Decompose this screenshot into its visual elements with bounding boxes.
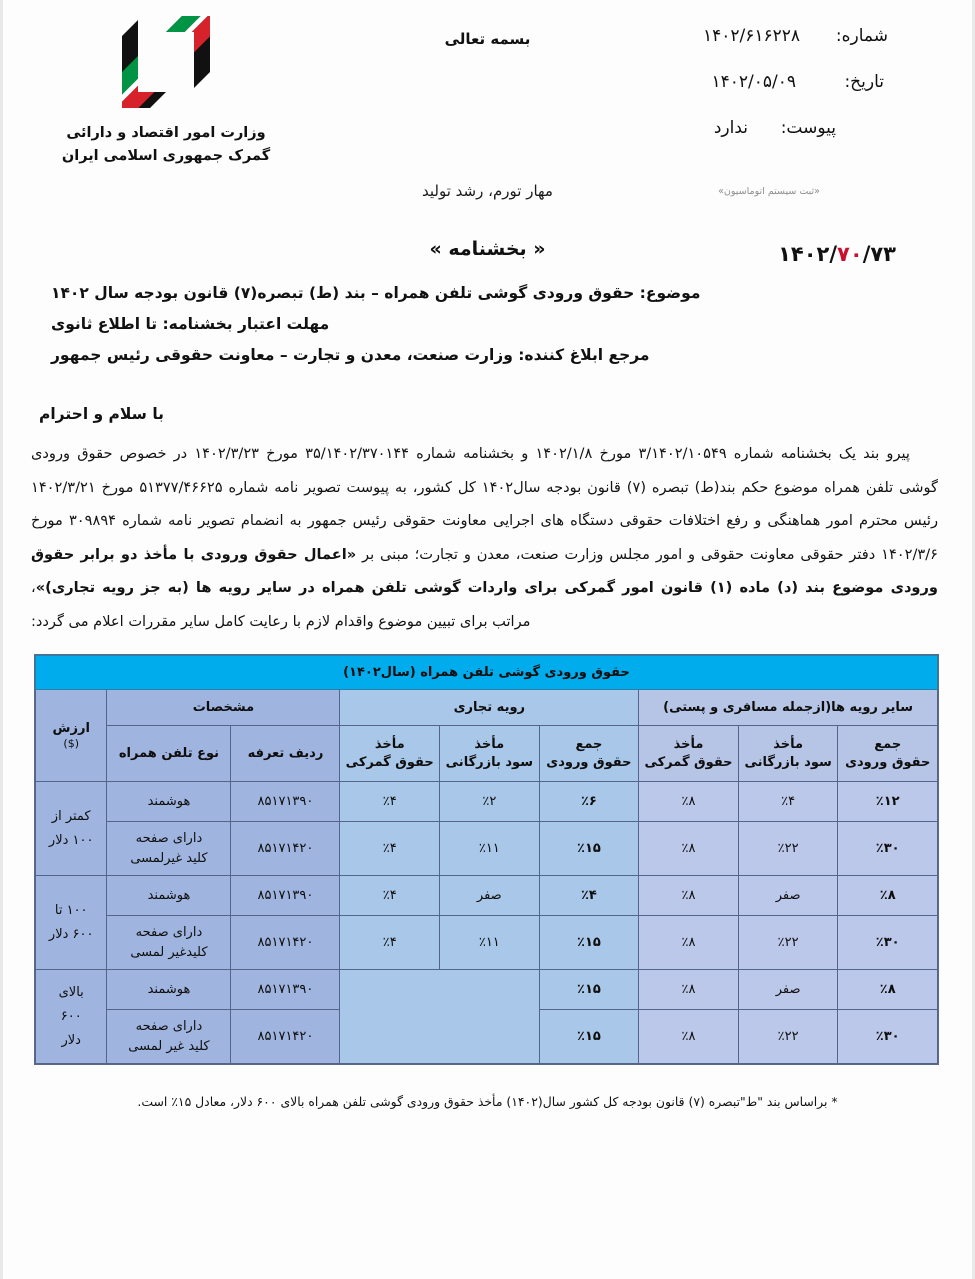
other-total-duty-line1: جمع — [874, 737, 902, 753]
table-footnote: * براساس بند "ط"تبصره (۷) قانون بودجه کل کشور سال(۱۴۰۲) مأخذ حقوق ورودی گوشی تلفن همراه بالای ۶۰۰ دلار، معادل ۱۵٪ است. — [137, 1094, 838, 1110]
table-title: حقوق ورودی گوشی تلفن همراه (سال۱۴۰۲) — [36, 656, 938, 690]
cell-other-customs-duty: ٪۸ — [639, 916, 739, 970]
trade-customs-line2: حقوق گمرکی — [345, 754, 434, 770]
cell-value-range — [36, 782, 107, 876]
cell-other-total-duty: ٪۳۰ — [838, 916, 938, 970]
meta-row-date — [632, 72, 932, 92]
cell-other-commercial-profit: ٪۲۲ — [738, 822, 838, 876]
value-range-line2: ۶۰۰ دلار — [48, 926, 94, 942]
cell-trade-customs-duty: ٪۴ — [340, 916, 440, 970]
organization-block — [31, 8, 301, 169]
cell-trade-commercial-profit: صفر — [440, 876, 540, 916]
phone-type-line2: کلید غیرلمسی — [130, 850, 208, 866]
value-range-line1: بالای — [58, 984, 84, 1000]
cell-other-commercial-profit: صفر — [738, 876, 838, 916]
cell-tariff-code: ۸۵۱۷۱۳۹۰ — [231, 970, 340, 1010]
group-header-trade-procedure: رویه تجاری — [340, 690, 639, 726]
cell-value-range — [36, 876, 107, 970]
column-header-trade-customs-duty — [340, 726, 440, 782]
cell-trade-empty — [340, 970, 539, 1064]
year-slogan: مهار تورم، رشد تولید — [422, 182, 553, 200]
value-range-line3: دلار — [61, 1032, 81, 1048]
column-header-value — [36, 690, 107, 782]
table-title-row — [36, 656, 938, 690]
automation-system-note: «ثبت سیستم اتوماسیون» — [718, 186, 820, 197]
cell-other-customs-duty: ٪۸ — [639, 970, 739, 1010]
cell-other-commercial-profit: صفر — [738, 970, 838, 1010]
cell-other-total-duty: ٪۳۰ — [838, 1010, 938, 1064]
cell-trade-commercial-profit: ٪۱۱ — [440, 916, 540, 970]
column-header-phone-type: نوع تلفن همراه — [107, 726, 231, 782]
greeting-line: با سلام و احترام — [39, 405, 164, 423]
cell-phone-type: هوشمند — [107, 876, 231, 916]
cell-value-range — [36, 970, 107, 1064]
paragraph-quoted-bold: «اعمال حقوق ورودی با مأخذ دو برابر حقوق ورودی موضوع بند (د) ماده (۱) قانون امور گمرکی برای واردات گوشی تلفن همراه در سایر رویه ها (به جز رویه تجاری)» — [31, 545, 938, 597]
cell-phone-type: هوشمند — [107, 970, 231, 1010]
meta-row-attachment — [632, 118, 932, 138]
org-line-ministry: وزارت امور اقتصاد و دارائی — [66, 125, 266, 141]
column-header-value-unit: ($) — [63, 737, 80, 751]
trade-total-duty-line1: جمع — [575, 737, 603, 753]
value-range-line2: ۶۰۰ — [60, 1008, 82, 1024]
org-line-customs: گمرک جمهوری اسلامی ایران — [61, 148, 271, 165]
body-paragraph — [31, 437, 938, 638]
table-row — [36, 970, 938, 1010]
column-header-trade-total-duty — [539, 726, 639, 782]
trade-commercial-line1: مأخذ — [474, 737, 505, 753]
cell-phone-type: هوشمند — [107, 782, 231, 822]
title-issuer: مرجع ابلاغ کننده: وزارت صنعت، معدن و تجارت – معاونت حقوقی رئیس جمهور — [51, 346, 650, 364]
cell-other-customs-duty: ٪۸ — [639, 822, 739, 876]
cell-other-customs-duty: ٪۸ — [639, 1010, 739, 1064]
document-body — [31, 405, 938, 638]
cell-phone-type — [107, 822, 231, 876]
other-total-duty-line2: حقوق ورودی — [845, 754, 931, 770]
cell-other-customs-duty: ٪۸ — [639, 876, 739, 916]
cell-other-commercial-profit: ٪۲۲ — [738, 1010, 838, 1064]
column-header-other-total-duty — [838, 726, 938, 782]
title-subject: موضوع: حقوق ورودی گوشی تلفن همراه – بند (ط) تبصره(۷) قانون بودجه سال ۱۴۰۲ — [51, 284, 701, 302]
basmala-text: بسمه تعالی — [444, 30, 531, 48]
document-type-heading: « بخشنامه » — [429, 238, 546, 260]
cell-other-total-duty: ٪۸ — [838, 876, 938, 916]
cell-tariff-code: ۸۵۱۷۱۳۹۰ — [231, 782, 340, 822]
table-row — [36, 876, 938, 916]
cell-tariff-code: ۸۵۱۷۱۴۲۰ — [231, 916, 340, 970]
cell-other-total-duty: ٪۸ — [838, 970, 938, 1010]
column-header-tariff-code: ردیف تعرفه — [231, 726, 340, 782]
other-customs-line2: حقوق گمرکی — [644, 754, 733, 770]
cell-trade-commercial-profit: ٪۲ — [440, 782, 540, 822]
cell-trade-total-duty: ٪۱۵ — [539, 1010, 639, 1064]
cell-trade-total-duty: ٪۴ — [539, 876, 639, 916]
phone-type-line1: دارای صفحه — [135, 831, 203, 847]
table-row — [36, 782, 938, 822]
cell-other-commercial-profit: ٪۲۲ — [738, 916, 838, 970]
other-commercial-line2: سود بازرگانی — [744, 754, 832, 770]
cell-trade-customs-duty: ٪۴ — [340, 876, 440, 916]
cell-trade-total-duty: ٪۱۵ — [539, 970, 639, 1010]
cell-other-total-duty: ٪۳۰ — [838, 822, 938, 876]
meta-value-date: ۱۴۰۲/۰۵/۰۹ — [711, 72, 796, 92]
trade-customs-line1: مأخذ — [374, 737, 405, 753]
group-header-other-procedures: سایر رویه ها(ازجمله مسافری و پستی) — [639, 690, 938, 726]
column-header-value-label: ارزش — [52, 720, 90, 736]
cell-trade-total-duty: ٪۱۵ — [539, 916, 639, 970]
value-range-line2: ۱۰۰ دلار — [48, 832, 94, 848]
cell-other-commercial-profit: ٪۴ — [738, 782, 838, 822]
tariff-table — [35, 655, 938, 1064]
cell-tariff-code: ۸۵۱۷۱۴۲۰ — [231, 822, 340, 876]
cell-trade-total-duty: ٪۱۵ — [539, 822, 639, 876]
circular-title-lines — [43, 278, 972, 371]
cell-tariff-code: ۸۵۱۷۱۴۲۰ — [231, 1010, 340, 1064]
circular-number-prefix: ۱۴۰۲/ — [778, 242, 838, 266]
meta-row-number — [632, 26, 932, 46]
cell-other-total-duty: ٪۱۲ — [838, 782, 938, 822]
phone-type-line2: کلید غیر لمسی — [128, 1038, 210, 1054]
table-group-header-row — [36, 690, 938, 726]
document-meta-block — [632, 26, 932, 164]
circular-number-suffix: /۷۳ — [862, 242, 896, 266]
paragraph-part-two: ، مراتب برای تبیین موضوع واقدام لازم با رعایت کامل سایر مقررات اعلام می گردد: — [31, 579, 531, 630]
cell-phone-type — [107, 1010, 231, 1064]
meta-label-number: شماره: — [835, 26, 888, 46]
cell-other-customs-duty: ٪۸ — [639, 782, 739, 822]
cell-trade-commercial-profit: ٪۱۱ — [440, 822, 540, 876]
title-validity: مهلت اعتبار بخشنامه: تا اطلاع ثانوی — [51, 315, 330, 333]
phone-type-line1: دارای صفحه — [135, 1019, 203, 1035]
cell-trade-customs-duty: ٪۴ — [340, 782, 440, 822]
customs-logo-icon — [110, 8, 222, 116]
paragraph-part-one: پیرو بند یک بخشنامه شماره ۳/۱۴۰۲/۱۰۵۴۹ مورخ ۱۴۰۲/۱/۸ و بخشنامه شماره ۳۵/۱۴۰۲/۳۷۰۱۴۴ مورخ ۱۴۰۲/۳/۲۳ در خصوص حقوق ورودی گوشی تلفن همراه موضوع حکم بند(ط) تبصره (۷) قانون بودجه سال۱۴۰۲ کل کشور، به پیوست تصویر نامه شماره ۵۱۳۷۷/۴۶۶۲۵ مورخ ۱۴۰۲/۳/۲۱ رئیس محترم امور هماهنگی و رفع اختلافات حقوقی دستگاه های اجرایی معاونت حقوقی رئیس جمهور به انضمام تصویر نامه شماره ۳۰۹۸۹۴ مورخ ۱۴۰۲/۳/۶ دفتر حقوقی معاونت حقوقی و امور مجلس وزارت صنعت، معدن و تجارت؛ مبنی بر — [31, 445, 938, 563]
table-sub-header-row — [36, 726, 938, 782]
trade-commercial-line2: سود بازرگانی — [445, 754, 533, 770]
value-range-line1: ۱۰۰ تا — [54, 902, 88, 918]
tariff-table-container — [34, 654, 939, 1065]
cell-tariff-code: ۸۵۱۷۱۳۹۰ — [231, 876, 340, 916]
document-header — [3, 0, 972, 230]
group-header-specifications: مشخصات — [107, 690, 340, 726]
meta-label-attachment: پیوست: — [780, 118, 836, 138]
column-header-other-commercial-profit — [738, 726, 838, 782]
phone-type-line2: کلیدغیر لمسی — [130, 944, 208, 960]
table-row — [36, 822, 938, 876]
meta-value-number: ۱۴۰۲/۶۱۶۲۲۸ — [702, 26, 800, 46]
cell-trade-customs-duty: ٪۴ — [340, 822, 440, 876]
meta-value-attachment: ندارد — [713, 118, 748, 138]
circular-title-zone — [3, 230, 972, 405]
column-header-trade-commercial-profit — [440, 726, 540, 782]
other-customs-line1: مأخذ — [673, 737, 704, 753]
other-commercial-line1: مأخذ — [773, 737, 804, 753]
meta-label-date: تاریخ: — [844, 72, 884, 92]
cell-trade-total-duty: ٪۶ — [539, 782, 639, 822]
trade-total-duty-line2: حقوق ورودی — [546, 754, 632, 770]
cell-phone-type — [107, 916, 231, 970]
value-range-line1: کمتر از — [51, 808, 91, 824]
column-header-other-customs-duty — [639, 726, 739, 782]
table-row — [36, 916, 938, 970]
phone-type-line1: دارای صفحه — [135, 925, 203, 941]
circular-number-highlight: ۷۰ — [837, 242, 863, 266]
